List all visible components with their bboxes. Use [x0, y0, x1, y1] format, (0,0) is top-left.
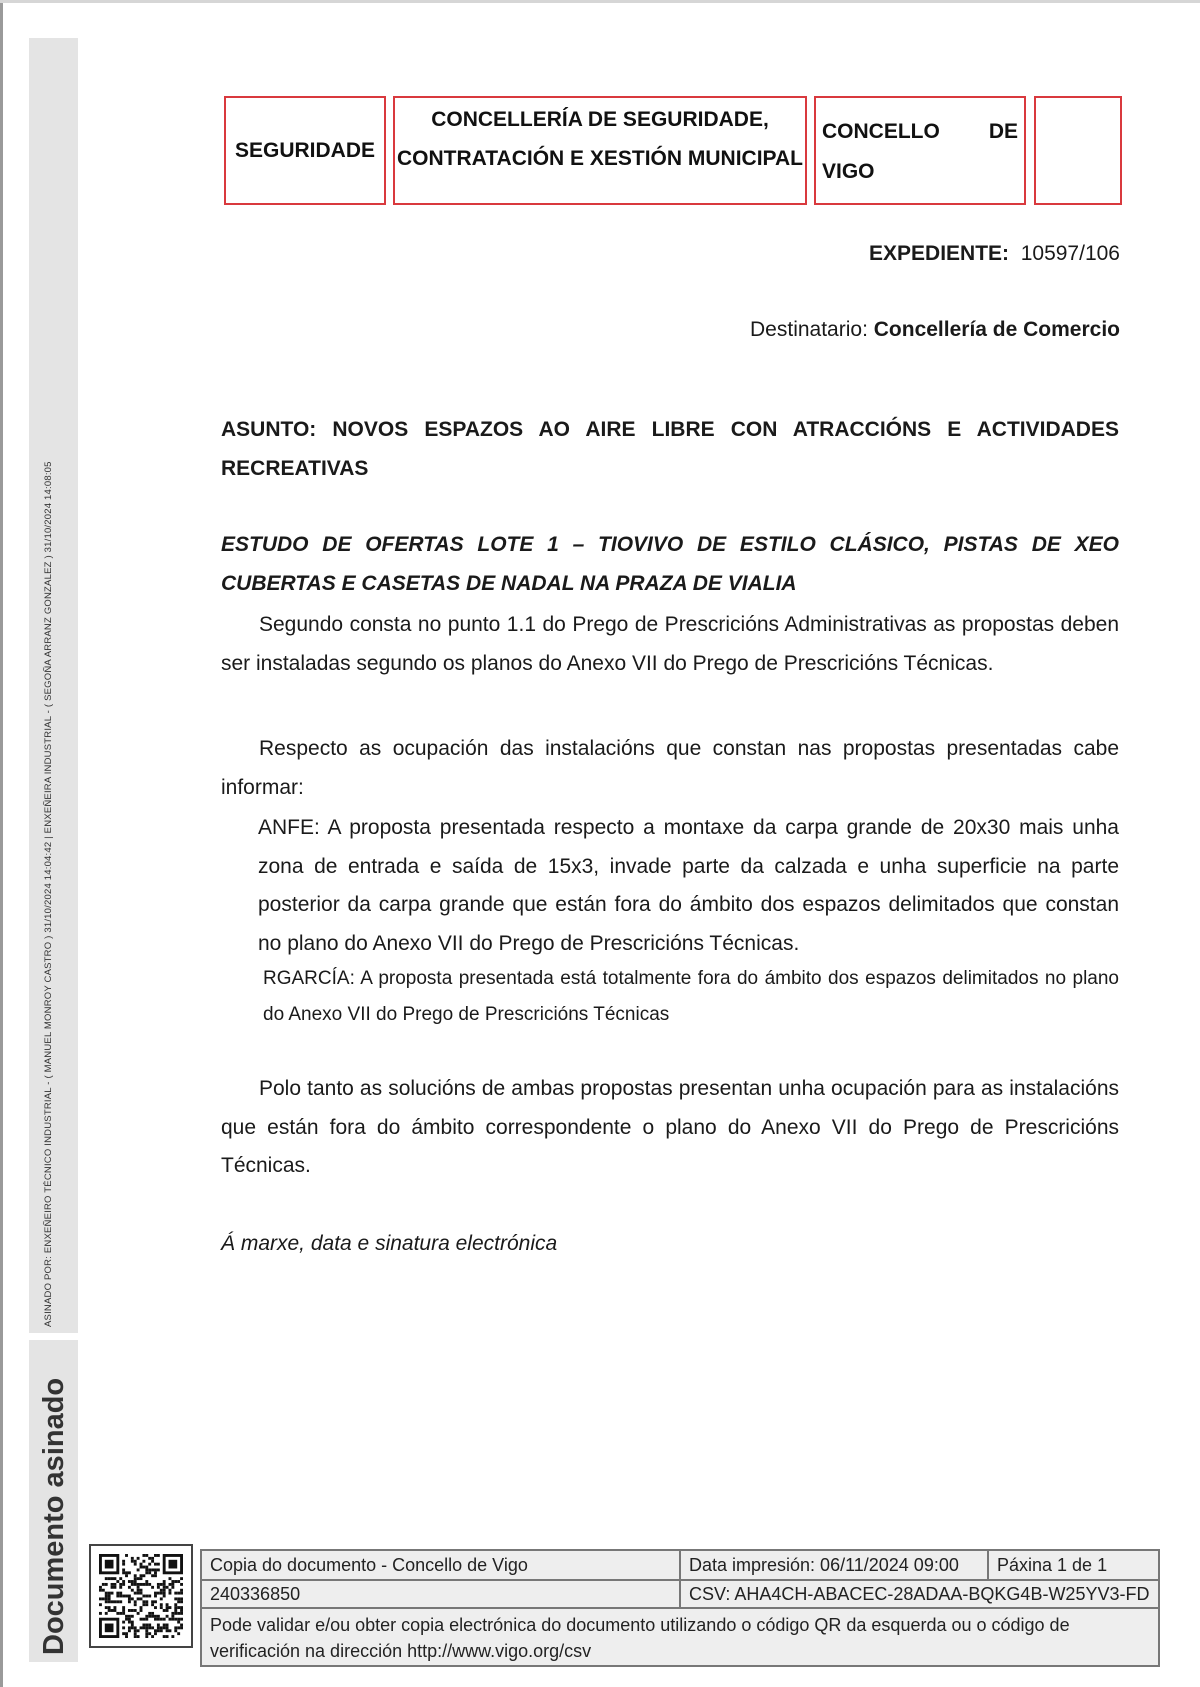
qr-code-graphic [99, 1554, 183, 1638]
footer-validation-info: Pode validar e/ou obter copia electrónica do documento utilizando o código QR da esquerda ou o código de verificación na dirección http://www.vigo.org/csv [210, 1615, 1070, 1661]
document-signed-label: Documento asinado [38, 1377, 70, 1655]
header-box-concello-word3: VIGO [822, 160, 875, 183]
header-box-seguridade-text: SEGURIDADE [234, 138, 376, 162]
header-box-seguridade [224, 96, 386, 205]
signature-note: Á marxe, data e sinatura electrónica [221, 1232, 558, 1255]
footer-copy-label: Copia do documento - Concello de Vigo [202, 1551, 681, 1581]
page-edge-top [0, 0, 1200, 3]
page-edge-left [0, 0, 3, 1687]
rgarcia-paragraph: RGARCÍA: A proposta presentada está totalmente fora do ámbito dos espazos delimitados no plano do Anexo VII do Prego de Prescricións Técnicas [263, 968, 1119, 1025]
header-box-empty [1034, 96, 1122, 205]
header-box-concello-word2: DE [988, 120, 1018, 143]
footer-csv-code: CSV: AHA4CH-ABACEC-28ADAA-BQKG4B-W25YV3-FD [681, 1581, 1158, 1609]
destinatario-line [750, 318, 1120, 342]
paragraph-1: Segundo consta no punto 1.1 do Prego de Prescricións Administrativas as propostas deben ser instaladas segundo os planos do Anexo VII do Prego de Prescricións Técnicas. [221, 613, 1119, 675]
footer-print-date: Data impresión: 06/11/2024 09:00 [681, 1551, 989, 1581]
expediente-label: EXPEDIENTE: [869, 242, 1010, 265]
header-box-concelleria [393, 96, 807, 205]
paragraph-2: Respecto as ocupación das instalacións que constan nas propostas presentadas cabe informar: [221, 737, 1119, 799]
destinatario-value: Concellería de Comercio [873, 318, 1120, 341]
expediente-value: 10597/106 [1020, 242, 1120, 265]
qr-code-icon[interactable] [89, 1544, 193, 1648]
footer-document-number: 240336850 [202, 1581, 681, 1609]
footer-verification-table [200, 1549, 1160, 1667]
paragraph-3: Polo tanto as solucións de ambas propostas presentan unha ocupación para as instalacións que están fora do ámbito correspondente o plano do Anexo VII do Prego de Prescricións Técnicas. [221, 1077, 1119, 1177]
footer-page-number: Páxina 1 de 1 [989, 1551, 1158, 1581]
header-box-concelleria-text: CONCELLERÍA DE SEGURIDADE, CONTRATACIÓN E XESTIÓN MUNICIPAL [397, 108, 803, 170]
expediente-line [869, 242, 1120, 266]
study-heading: ESTUDO DE OFERTAS LOTE 1 – TIOVIVO DE ESTILO CLÁSICO, PISTAS DE XEO CUBERTAS E CASETAS DE NADAL NA PRAZA DE VIALIA [221, 533, 1119, 595]
header-box-concello [814, 96, 1026, 205]
destinatario-label: Destinatario: [750, 318, 868, 341]
header-box-concello-word1: CONCELLO [822, 120, 940, 143]
signature-stamp-text: ASINADO POR: ENXEÑEIRO TÉCNICO INDUSTRIAL - ( MANUEL MONROY CASTRO ) 31/10/2024 14:04:42 | ENXEÑEIRA INDUSTRIAL - ( SEGOÑA ARRANZ GONZALEZ ) 31/10/2024 14:08:05 [43, 461, 54, 1327]
anfe-paragraph: ANFE: A proposta presentada respecto a montaxe da carpa grande de 20x30 mais unha zona de entrada e saída de 15x3, invade parte da calzada e unha superficie na parte posterior da carpa grande que están fora do ámbito dos espazos delimitados que constan no plano do Anexo VII do Prego de Prescricións Técnicas. [258, 816, 1119, 955]
subject-heading: ASUNTO: NOVOS ESPAZOS AO AIRE LIBRE CON ATRACCIÓNS E ACTIVIDADES RECREATIVAS [221, 418, 1119, 480]
